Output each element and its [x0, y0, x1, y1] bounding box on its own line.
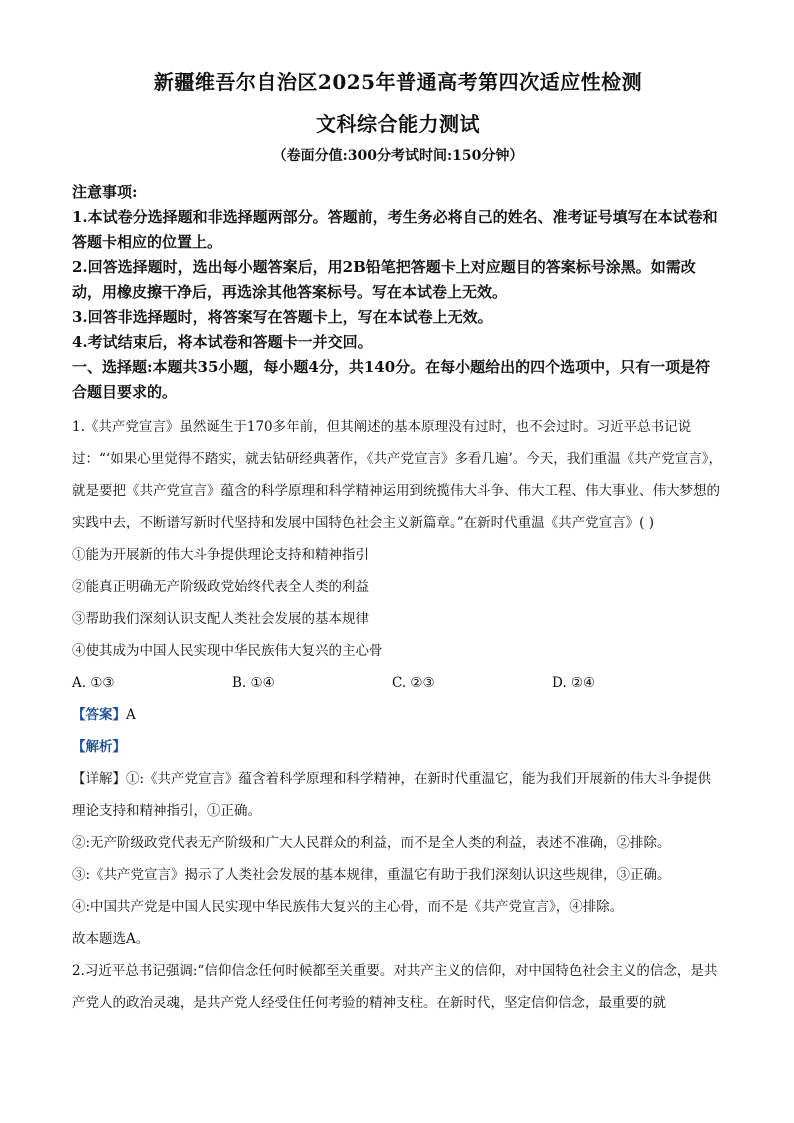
exam-info: （卷面分值:300分考试时间:150分钟）	[272, 148, 524, 164]
note-item: 2.回答选择题时，选出每小题答案后，用2B铅笔把答题卡上对应题目的答案标号涂黑。如需改动，用橡皮擦干净后，再选涂其他答案标号。写在本试卷上无效。	[72, 258, 696, 301]
detail-text: ①:《共产党宣言》蕴含着科学原理和科学精神，在新时代重温它，能为我们开展新的伟大斗争提供理论支持和精神指引，①正确。	[72, 771, 712, 819]
note-item: 4.考试结束后，将本试卷和答题卡一并交回。	[72, 333, 373, 351]
answer-tag: 【答案】	[72, 707, 126, 723]
notes-section	[72, 180, 724, 405]
document-page	[72, 66, 724, 1019]
statement-item: ②能真正明确无产阶级政党始终代表全人类的利益	[72, 579, 369, 595]
option-d: D. ②④	[552, 675, 596, 691]
note-item: 3.回答非选择题时，将答案写在答题卡上，写在本试卷上无效。	[72, 308, 493, 326]
detail-conclusion: 故本题选A。	[72, 931, 150, 947]
detail-tag: 【详解】	[72, 771, 126, 787]
detail-line	[72, 763, 724, 827]
option-c: C. ②③	[392, 675, 435, 691]
note-item: 1.本试卷分选择题和非选择题两部分。答题前，考生务必将自己的姓名、准考证号填写在本试卷和答题卡相应的位置上。	[72, 208, 718, 251]
option-a: A. ①③	[72, 675, 115, 691]
detail-line: ④:中国共产党是中国人民实现中华民族伟大复兴的主心骨，而不是《共产党宣言》，④排除。	[72, 899, 624, 915]
analysis-line	[72, 731, 724, 763]
question-stem: 2.习近平总书记强调:“信仰信念任何时候都至关重要。对共产主义的信仰，对中国特色社会主义的信念，是共产党人的政治灵魂，是共产党人经受住任何考验的精神支柱。在新时代，坚定信仰信念，最重要的就	[72, 963, 718, 1011]
answer-line	[72, 699, 724, 731]
notes-heading: 注意事项:	[72, 183, 138, 201]
section-heading: 一、选择题:本题共35小题，每小题4分，共140分。在每小题给出的四个选项中，只有一项是符合题目要求的。	[72, 358, 711, 401]
answer-options	[72, 667, 724, 699]
option-b: B. ①④	[232, 675, 275, 691]
statement-item: ③帮助我们深刻认识支配人类社会发展的基本规律	[72, 611, 369, 627]
detail-line: ②:无产阶级政党代表无产阶级和广大人民群众的利益，而不是全人类的利益，表述不准确，②排除。	[72, 835, 671, 851]
document-title: 新疆维吾尔自治区2025年普通高考第四次适应性检测	[153, 70, 643, 94]
detail-line: ③:《共产党宣言》揭示了人类社会发展的基本规律，重温它有助于我们深刻认识这些规律，③正确。	[72, 867, 671, 883]
analysis-tag: 【解析】	[72, 739, 126, 755]
question-2	[72, 955, 724, 1019]
question-1	[72, 411, 724, 955]
document-subject-title: 文科综合能力测试	[316, 112, 480, 136]
question-stem: 1.《共产党宣言》虽然诞生于170多年前，但其阐述的基本原理没有过时，也不会过时。习近平总书记说过：“‘如果心里觉得不踏实，就去钻研经典著作，《共产党宣言》多看几遍’。今天，我们重温《共产党宣言》，就是要把《共产党宣言》蕴含的科学原理和科学精神运用到统揽伟大斗争、伟大工程、伟大事业、伟大梦想的实践中去，不断谱写新时代坚持和发展中国特色社会主义新篇章。”在新时代重温《共产党宣言》( )	[72, 419, 722, 531]
statement-item: ④使其成为中国人民实现中华民族伟大复兴的主心骨	[72, 643, 383, 659]
statement-item: ①能为开展新的伟大斗争提供理论支持和精神指引	[72, 547, 369, 563]
answer-value: A	[126, 707, 136, 723]
